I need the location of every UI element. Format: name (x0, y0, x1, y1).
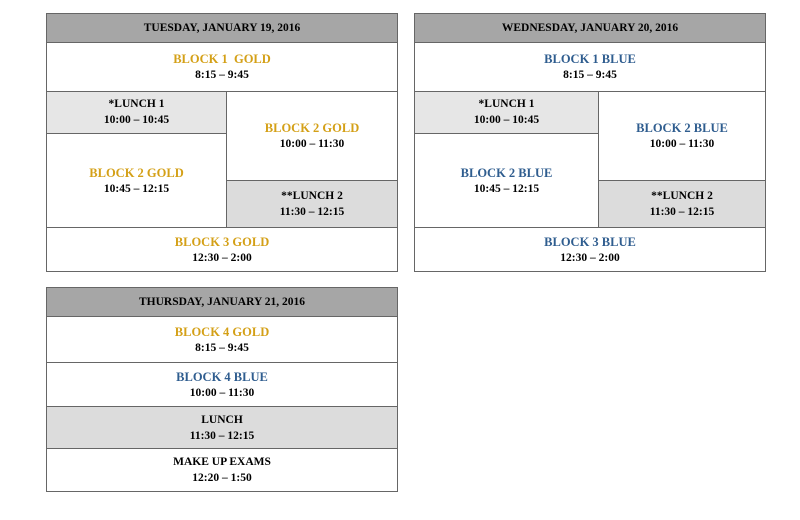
thursday-block4-gold-time: 8:15 – 9:45 (195, 341, 249, 354)
thursday-lunch-time: 11:30 – 12:15 (189, 429, 255, 442)
wednesday-block3-name: BLOCK 3 BLUE (544, 234, 636, 249)
tuesday-block2-left-time: 10:45 – 12:15 (103, 182, 170, 195)
tuesday-block3-cell (47, 227, 397, 271)
thursday-block4-gold-name: BLOCK 4 GOLD (174, 324, 270, 339)
tuesday-block1-time: 8:15 – 9:45 (195, 69, 249, 81)
wednesday-block2-right-cell (599, 91, 765, 180)
tuesday-lunch1-cell (47, 91, 227, 133)
wednesday-block1-cell (415, 43, 765, 91)
tuesday-block2-right-name: BLOCK 2 GOLD (264, 121, 360, 135)
tuesday-lunch2-name: **LUNCH 2 (281, 190, 343, 202)
wednesday-block1-name: BLOCK 1 BLUE (544, 52, 636, 66)
tuesday-block3-name: BLOCK 3 GOLD (174, 234, 270, 249)
thursday-block4-blue-time: 10:00 – 11:30 (189, 386, 255, 399)
tuesday-lunch2-cell (227, 180, 397, 227)
tuesday-header (47, 14, 397, 43)
wednesday-block2-right-time: 10:00 – 11:30 (649, 138, 715, 150)
tuesday-schedule-table (46, 13, 398, 272)
wednesday-lunch1-time: 10:00 – 10:45 (473, 114, 540, 126)
tuesday-block2-left-name: BLOCK 2 GOLD (89, 165, 184, 180)
tuesday-lunch1-time: 10:00 – 10:45 (103, 114, 170, 126)
thursday-block4-gold-cell (47, 317, 397, 362)
wednesday-lunch1-cell (415, 91, 599, 133)
wednesday-header (415, 14, 765, 43)
tuesday-block1-name: BLOCK 1 GOLD (173, 52, 271, 66)
wednesday-block2-left-time: 10:45 – 12:15 (473, 182, 540, 195)
thursday-makeup-cell (47, 448, 397, 491)
wednesday-block3-cell (415, 227, 765, 271)
wednesday-block2-right-name: BLOCK 2 BLUE (636, 121, 728, 135)
thursday-header (47, 288, 397, 317)
tuesday-header-text: TUESDAY, JANUARY 19, 2016 (143, 22, 301, 34)
thursday-lunch-cell (47, 406, 397, 448)
tuesday-block2-right-cell (227, 91, 397, 180)
thursday-makeup-name: MAKE UP EXAMS (173, 456, 271, 468)
wednesday-lunch2-time: 11:30 – 12:15 (649, 206, 715, 218)
wednesday-lunch2-cell (599, 180, 765, 227)
tuesday-block2-right-time: 10:00 – 11:30 (279, 138, 345, 150)
thursday-header-text: THURSDAY, JANUARY 21, 2016 (138, 296, 306, 308)
thursday-block4-blue-name: BLOCK 4 BLUE (176, 369, 268, 384)
wednesday-block2-left-cell (415, 133, 599, 227)
tuesday-block2-left-cell (47, 133, 227, 227)
thursday-block4-blue-cell (47, 362, 397, 406)
tuesday-lunch2-time: 11:30 – 12:15 (279, 206, 345, 218)
thursday-lunch-name: LUNCH (201, 413, 243, 426)
wednesday-lunch1-name: *LUNCH 1 (478, 98, 535, 110)
wednesday-lunch2-name: **LUNCH 2 (651, 190, 713, 202)
wednesday-block3-time: 12:30 – 2:00 (560, 251, 620, 264)
wednesday-schedule-table (414, 13, 766, 272)
tuesday-block3-time: 12:30 – 2:00 (192, 251, 252, 264)
thursday-schedule-table (46, 287, 398, 492)
wednesday-header-text: WEDNESDAY, JANUARY 20, 2016 (501, 22, 679, 34)
thursday-makeup-time: 12:20 – 1:50 (192, 472, 252, 484)
tuesday-lunch1-name: *LUNCH 1 (108, 98, 165, 110)
wednesday-block1-time: 8:15 – 9:45 (563, 69, 617, 81)
tuesday-block1-cell (47, 43, 397, 91)
wednesday-block2-left-name: BLOCK 2 BLUE (460, 165, 553, 180)
